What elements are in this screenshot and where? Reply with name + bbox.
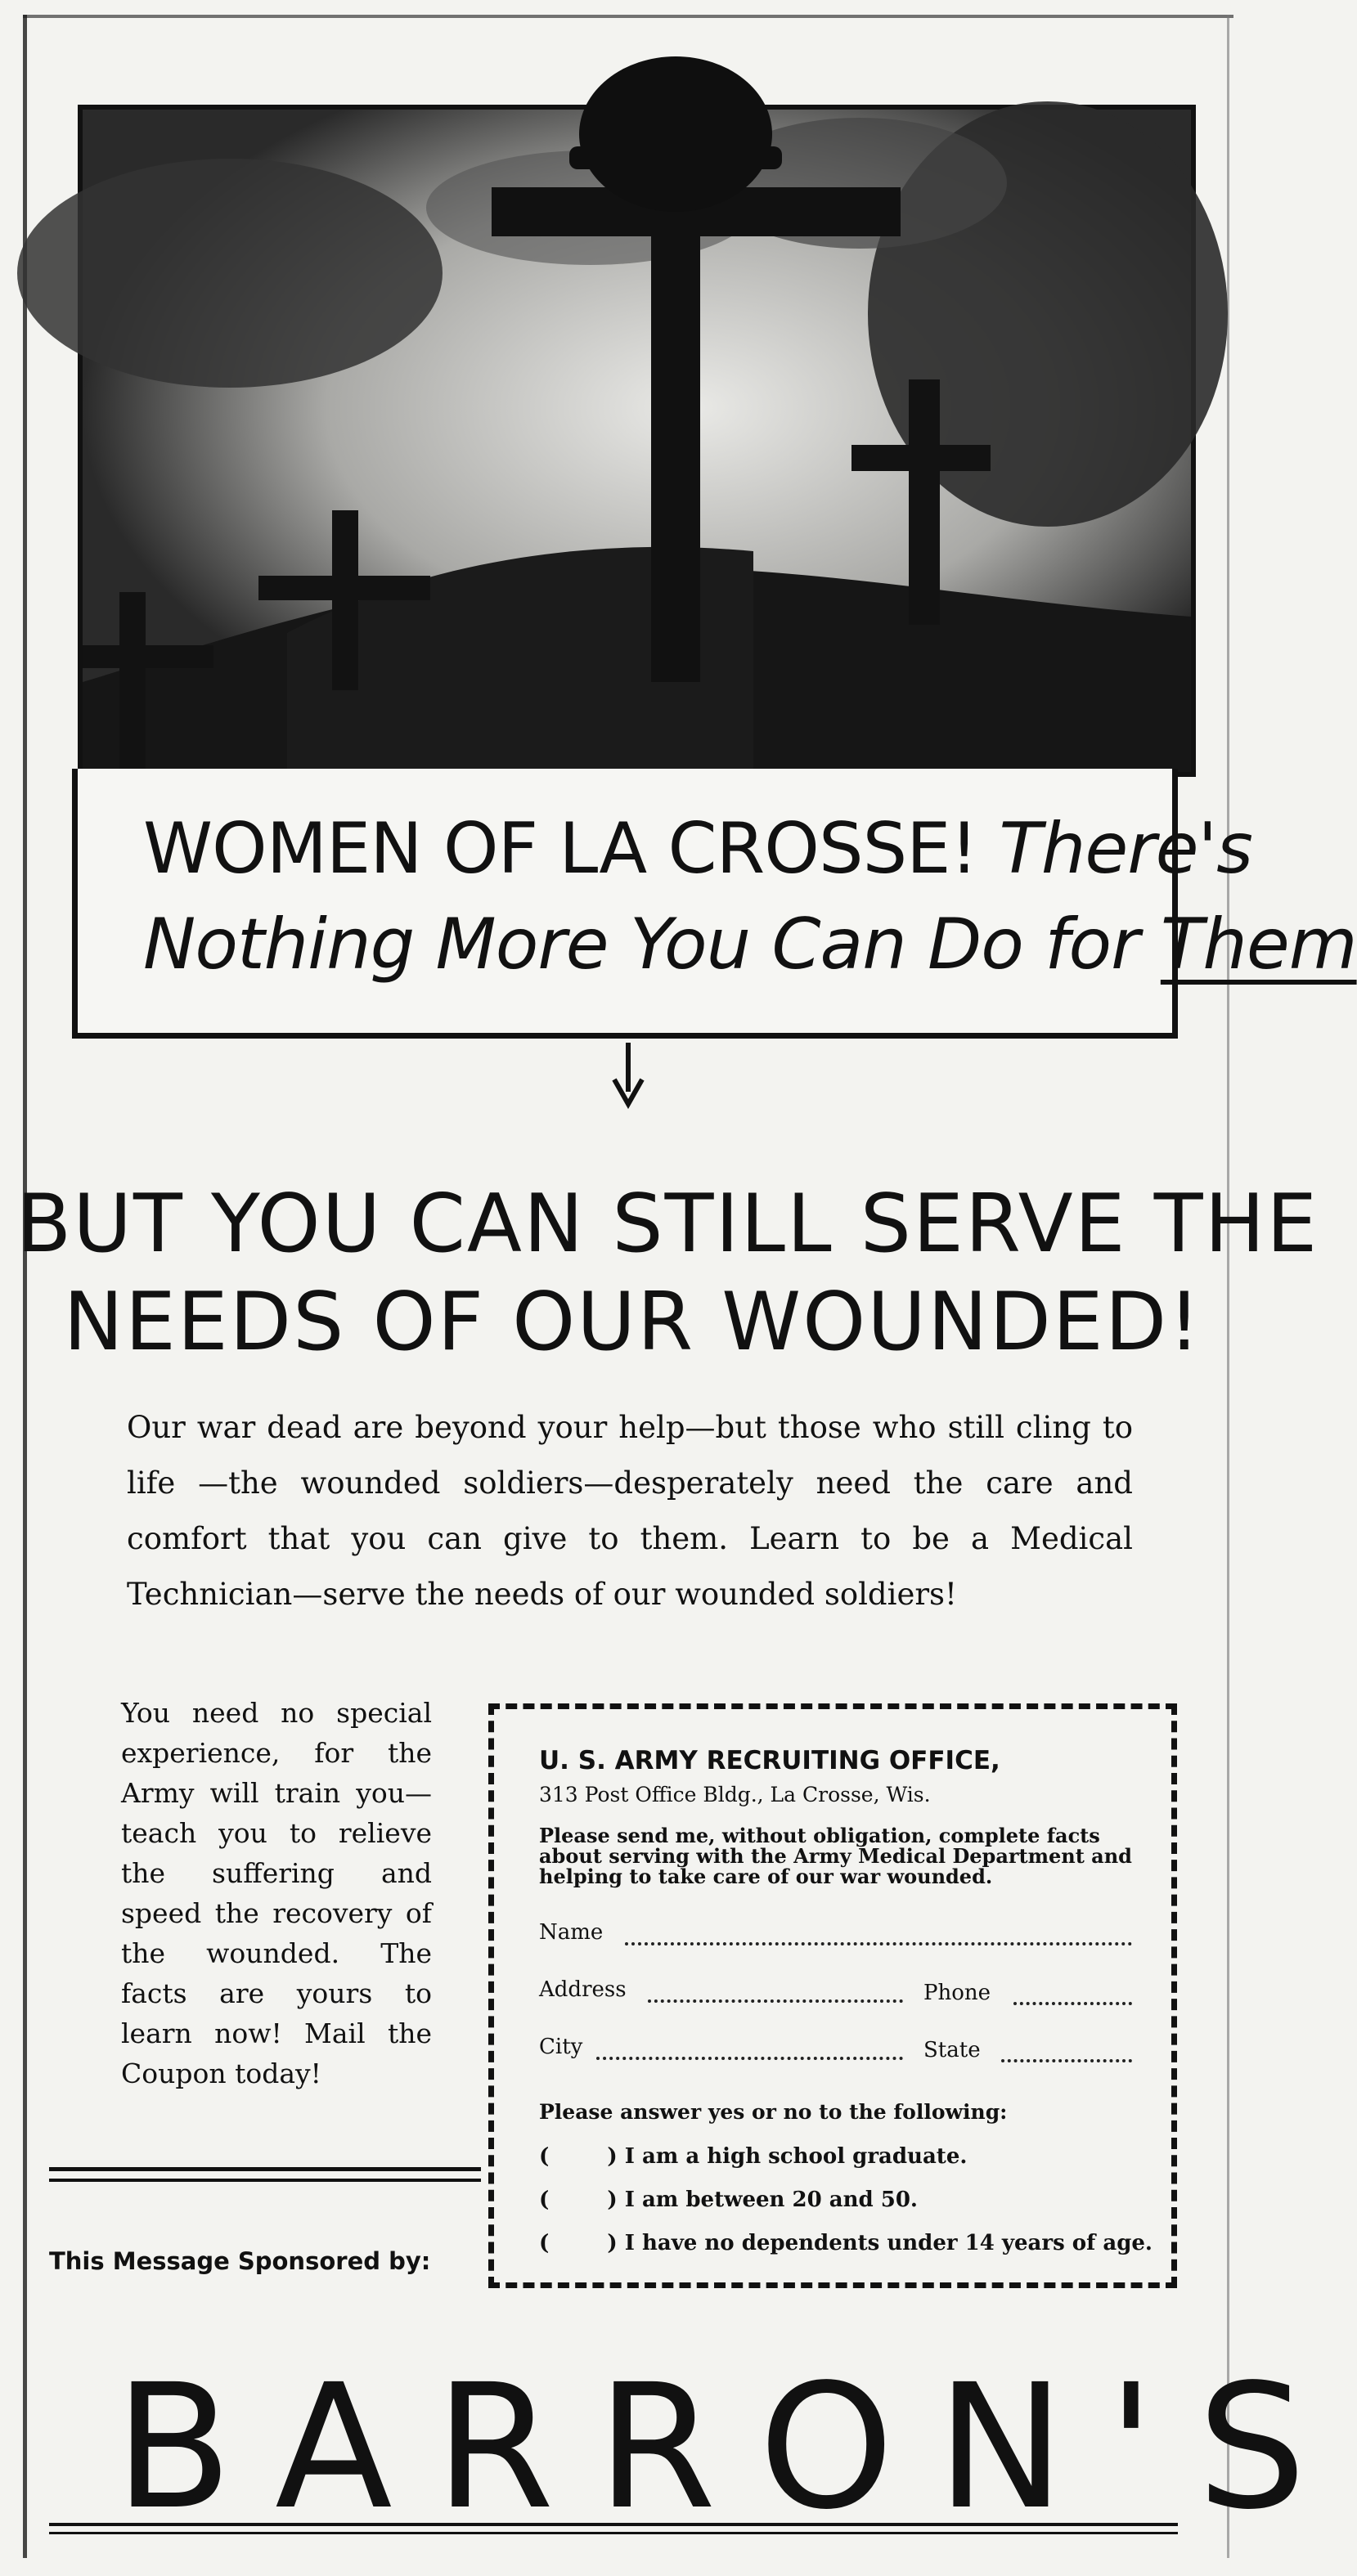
city-field-line[interactable] [596,2057,903,2060]
question-2-row[interactable]: ( ) I am between 20 and 50. [539,2188,918,2212]
address-field-label: Address [539,1977,627,2002]
headline-italic-part-1: There's [999,808,1252,890]
state-field-line[interactable] [1001,2059,1132,2062]
name-field-line[interactable] [625,1942,1132,1945]
headline-box [72,769,1357,1039]
question-3-text: I have no dependents under 14 years of age. [624,2231,1153,2255]
subheadline-line-2: NEEDS OF OUR WOUNDED! [63,1276,1202,1369]
phone-field-label: Phone [923,1981,991,2005]
state-field-label: State [923,2038,981,2062]
phone-field-line[interactable] [1013,2002,1132,2005]
sponsor-label: This Message Sponsored by: [49,2247,431,2275]
sponsor-name: BARRON'S [115,2347,1349,2547]
headline-caps: WOMEN OF LA CROSSE! [143,808,977,890]
coupon-title: U. S. ARMY RECRUITING OFFICE, [539,1746,1000,1775]
coupon-question-prompt: Please answer yes or no to the following: [539,2100,1008,2124]
question-1-row[interactable]: ( ) I am a high school graduate. [539,2144,968,2169]
bottom-double-rule [49,2523,1178,2534]
coupon-address: 313 Post Office Bldg., La Crosse, Wis. [539,1783,931,1806]
headline-underlined-word: Them [1160,904,1357,985]
question-3-row[interactable]: ( ) I have no dependents under 14 years of age. [539,2231,1153,2255]
subheadline-line-1: BUT YOU CAN STILL SERVE THE [16,1178,1319,1271]
down-arrow-icon [612,1043,645,1108]
question-1-text: I am a high school graduate. [624,2144,968,2169]
name-field-label: Name [539,1920,604,1945]
coupon-request-text: Please send me, without obligation, complete facts about serving with the Army Medical Department and helping to take care of our war wounded. [539,1824,1132,1888]
double-rule [49,2167,481,2182]
recruiting-coupon [488,1703,1177,2288]
graveyard-crosses-illustration [83,110,1191,772]
address-field-line[interactable] [648,1999,903,2003]
headline-line-1 [143,808,1252,890]
headline-italic-part-2: Nothing More You Can Do for [143,904,1139,985]
city-field-label: City [539,2035,583,2059]
graveyard-crosses-photo [78,105,1196,777]
page-border-top [23,15,1233,18]
body-paragraph: Our war dead are beyond your help—but those who still cling to life —the wounded soldiers—desperately need the care and comfort that you can give to them. Learn to be a Medical Technician—serve the needs of our wounded soldiers! [127,1410,1133,1612]
side-text: You need no special experience, for the Army will train you—teach you to relieve the suffering and speed the recovery of the wounded. The facts are yours to learn now! Mail the Coupon today! [121,1697,432,2089]
headline-line-2 [143,904,1357,985]
question-2-text: I am between 20 and 50. [624,2188,918,2212]
